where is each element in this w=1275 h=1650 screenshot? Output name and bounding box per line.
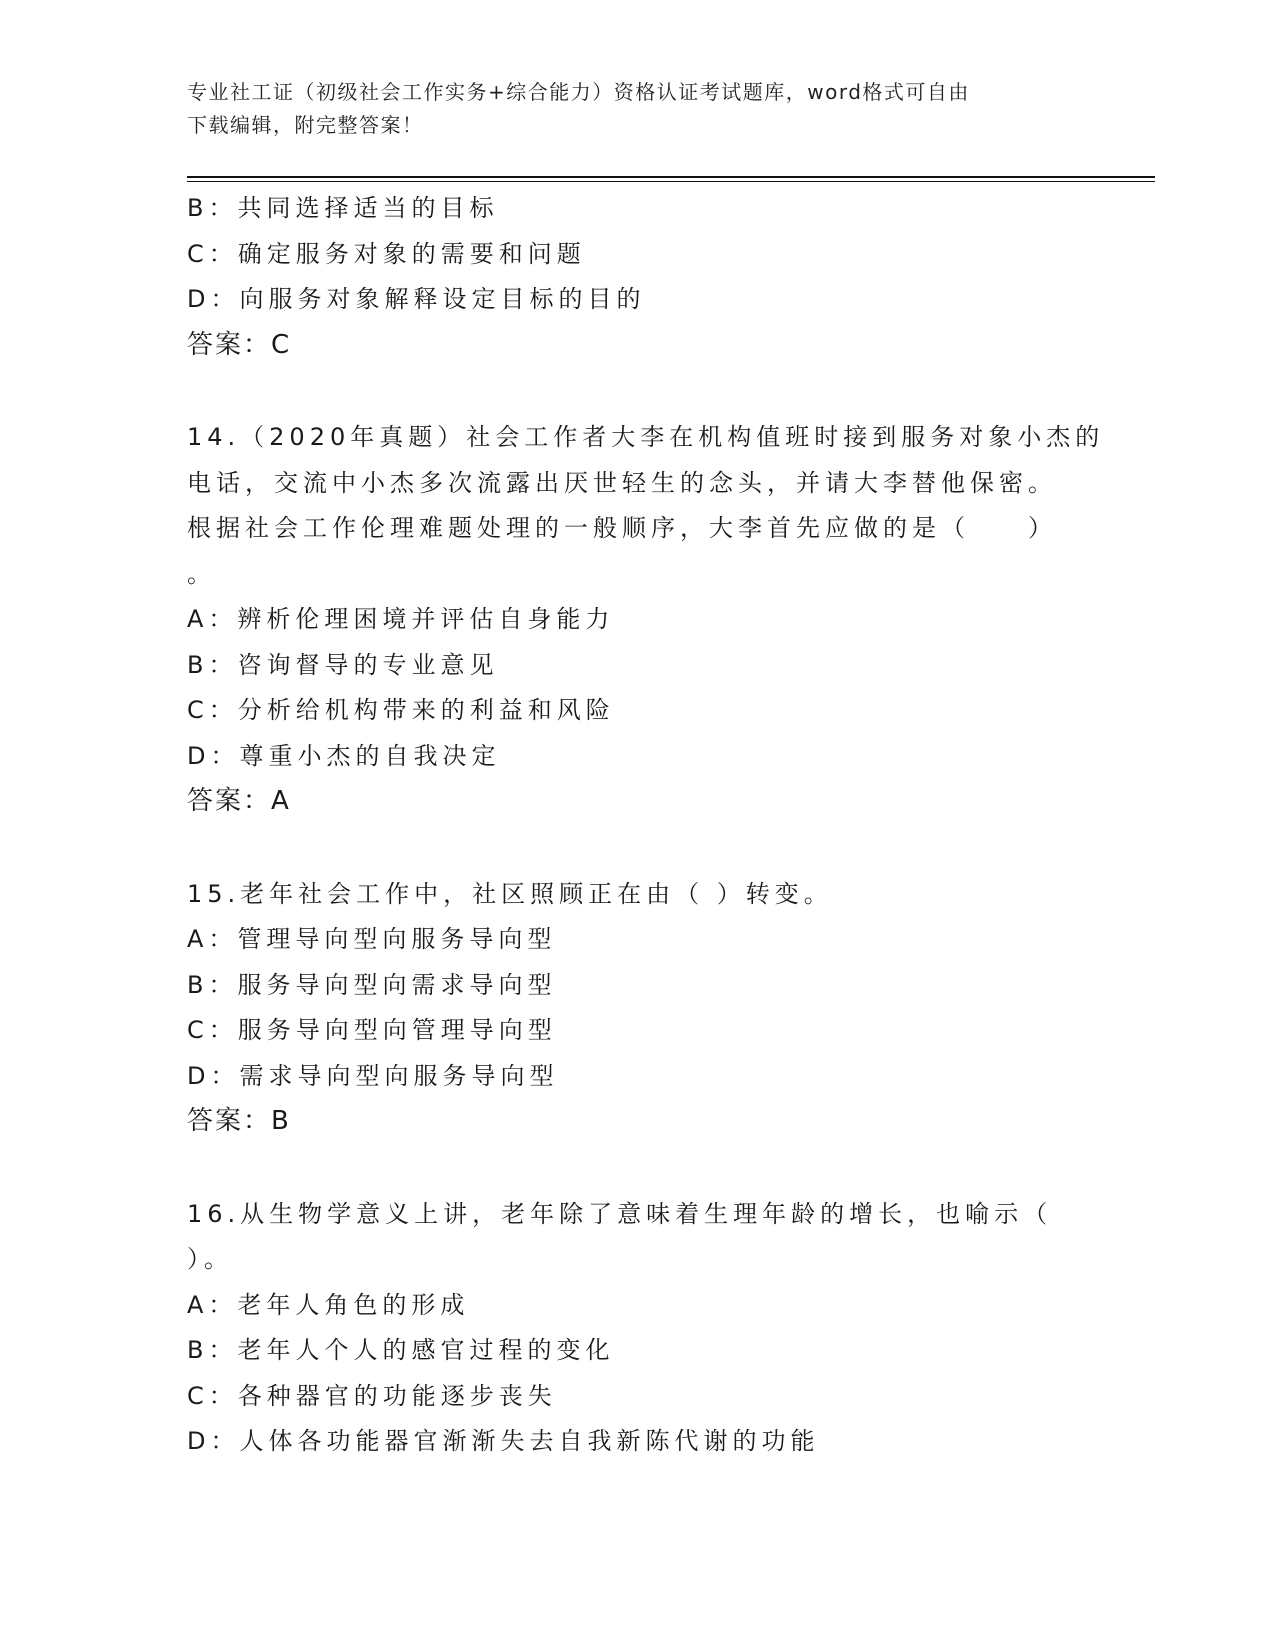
option-d: D：尊重小杰的自我决定 — [187, 741, 501, 770]
document-header — [187, 76, 1087, 142]
option-c: C：服务导向型向管理导向型 — [187, 1016, 557, 1044]
option-b: B：共同选择适当的目标 — [187, 194, 499, 222]
option-d: D：需求导向型向服务导向型 — [187, 1061, 559, 1090]
question-stem-line: 15.老年社会工作中，社区照顾正在由（ ）转变。 — [187, 879, 833, 908]
answer-line: 答案：A — [187, 786, 291, 816]
question-stem-line: 。 — [187, 559, 216, 588]
option-a: A：老年人角色的形成 — [187, 1290, 470, 1319]
question-stem-line: 电话，交流中小杰多次流露出厌世轻生的念头，并请大李替他保密。 — [187, 468, 1057, 497]
header-rule-thick — [187, 176, 1155, 178]
option-b: B：咨询督导的专业意见 — [187, 650, 499, 679]
question-stem-line: 14.（2020年真题）社会工作者大李在机构值班时接到服务对象小杰的 — [187, 423, 1105, 451]
option-c: C：各种器官的功能逐步丧失 — [187, 1381, 557, 1410]
question-16 — [187, 1192, 1087, 1465]
option-b: B：服务导向型向需求导向型 — [187, 970, 557, 999]
header-line-2: 下载编辑，附完整答案！ — [187, 113, 424, 137]
answer-line: 答案：C — [187, 329, 292, 360]
option-b: B：老年人个人的感官过程的变化 — [187, 1336, 615, 1364]
question-content — [187, 186, 1105, 1465]
option-a: A：管理导向型向服务导向型 — [187, 925, 557, 953]
question-stem-line: 16.从生物学意义上讲，老年除了意味着生理年龄的增长，也喻示（ — [187, 1199, 1053, 1228]
option-d: D：向服务对象解释设定目标的目的 — [187, 285, 646, 313]
option-c: C：确定服务对象的需要和问题 — [187, 239, 586, 268]
question-14 — [187, 415, 1105, 825]
question-stem-line: 根据社会工作伦理难题处理的一般顺序，大李首先应做的是（ ） — [187, 514, 1057, 542]
option-d: D：人体各功能器官渐渐失去自我新陈代谢的功能 — [187, 1427, 820, 1455]
header-line-1: 专业社工证（初级社会工作实务+综合能力）资格认证考试题库，word格式可自由 — [187, 80, 970, 104]
question-15 — [187, 872, 1087, 1145]
header-rule-thin — [187, 181, 1155, 182]
question-13-tail — [187, 186, 1087, 368]
option-c: C：分析给机构带来的利益和风险 — [187, 696, 615, 724]
question-stem-line: ）。 — [187, 1245, 233, 1273]
answer-line: 答案：B — [187, 1106, 291, 1136]
option-a: A：辨析伦理困境并评估自身能力 — [187, 605, 615, 633]
